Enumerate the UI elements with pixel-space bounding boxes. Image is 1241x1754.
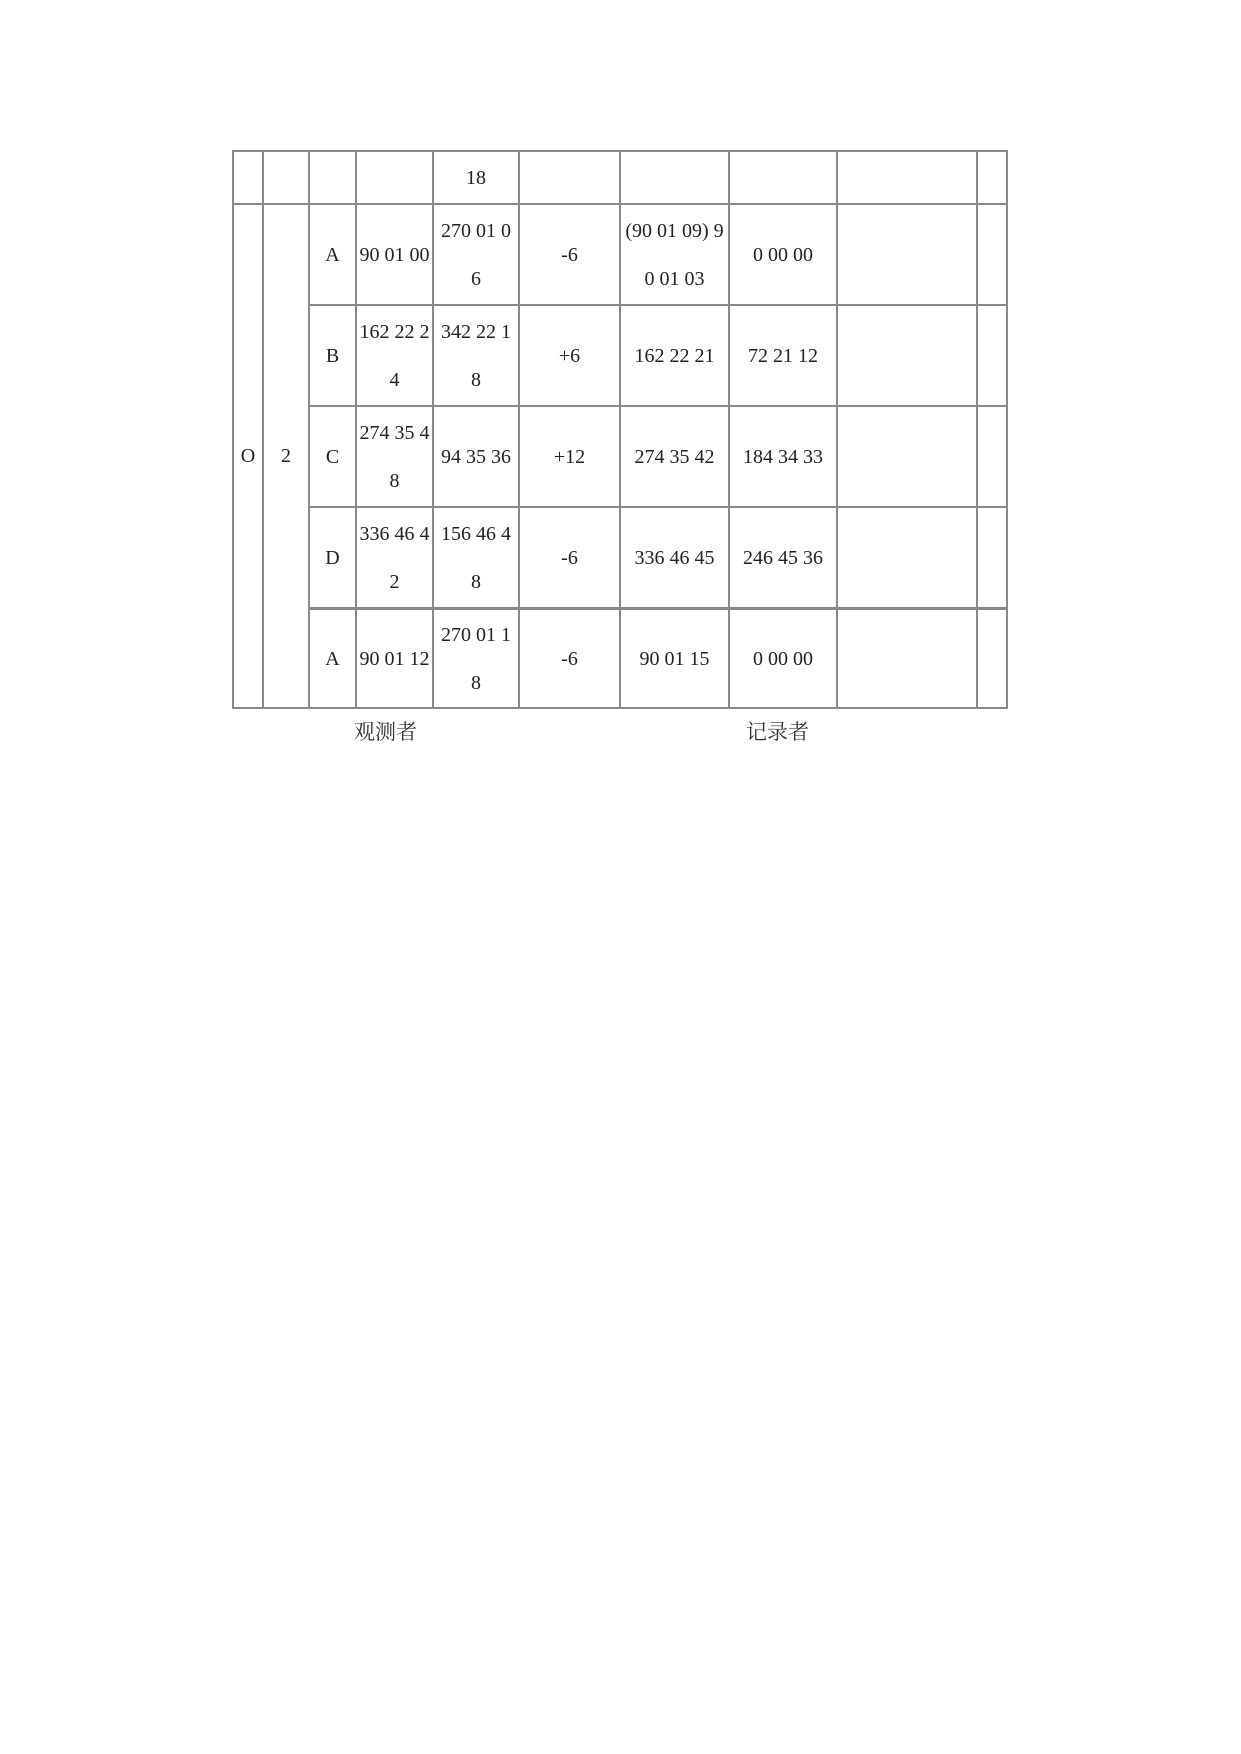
average-cell xyxy=(837,406,977,507)
left-face-cell: 274 35 48 xyxy=(356,406,433,507)
reduced-cell: 0 00 00 xyxy=(729,609,837,709)
target-cell: A xyxy=(309,204,356,305)
observer-label: 观测者 xyxy=(354,720,417,744)
table-row xyxy=(233,507,1007,609)
target-cell: B xyxy=(309,305,356,406)
cell-extra xyxy=(977,151,1007,204)
recorder-label: 记录者 xyxy=(746,720,809,744)
left-face-cell: 162 22 24 xyxy=(356,305,433,406)
twoc-cell: -6 xyxy=(519,507,620,609)
target-cell: D xyxy=(309,507,356,609)
cell-mean xyxy=(620,151,729,204)
right-face-cell: 270 01 18 xyxy=(433,609,519,709)
table-row-continued xyxy=(233,151,1007,204)
reduced-cell: 72 21 12 xyxy=(729,305,837,406)
extra-cell xyxy=(977,204,1007,305)
left-face-cell: 90 01 12 xyxy=(356,609,433,709)
mean-cell: 274 35 42 xyxy=(620,406,729,507)
cell-round xyxy=(263,151,309,204)
cell-target xyxy=(309,151,356,204)
cell-average xyxy=(837,151,977,204)
mean-cell: 162 22 21 xyxy=(620,305,729,406)
table-row xyxy=(233,204,1007,305)
cell-right-face: 18 xyxy=(433,151,519,204)
extra-cell xyxy=(977,305,1007,406)
reduced-cell: 246 45 36 xyxy=(729,507,837,609)
twoc-cell: -6 xyxy=(519,204,620,305)
twoc-cell: +12 xyxy=(519,406,620,507)
mean-cell: 336 46 45 xyxy=(620,507,729,609)
right-face-cell: 94 35 36 xyxy=(433,406,519,507)
station-cell: O xyxy=(233,204,263,708)
extra-cell xyxy=(977,406,1007,507)
right-face-cell: 156 46 48 xyxy=(433,507,519,609)
extra-cell xyxy=(977,507,1007,609)
left-face-cell: 90 01 00 xyxy=(356,204,433,305)
mean-cell: 90 01 15 xyxy=(620,609,729,709)
extra-cell xyxy=(977,609,1007,709)
mean-cell: (90 01 09) 90 01 03 xyxy=(620,204,729,305)
observation-table xyxy=(232,150,1008,709)
twoc-cell: -6 xyxy=(519,609,620,709)
reduced-cell: 184 34 33 xyxy=(729,406,837,507)
table-row xyxy=(233,406,1007,507)
reduced-cell: 0 00 00 xyxy=(729,204,837,305)
target-cell: A xyxy=(309,609,356,709)
right-face-cell: 270 01 06 xyxy=(433,204,519,305)
cell-left-face xyxy=(356,151,433,204)
average-cell xyxy=(837,204,977,305)
average-cell xyxy=(837,305,977,406)
average-cell xyxy=(837,609,977,709)
table-row xyxy=(233,305,1007,406)
table-row xyxy=(233,609,1007,709)
target-cell: C xyxy=(309,406,356,507)
right-face-cell: 342 22 18 xyxy=(433,305,519,406)
cell-station xyxy=(233,151,263,204)
left-face-cell: 336 46 42 xyxy=(356,507,433,609)
cell-2c xyxy=(519,151,620,204)
twoc-cell: +6 xyxy=(519,305,620,406)
round-cell: 2 xyxy=(263,204,309,708)
cell-reduced xyxy=(729,151,837,204)
average-cell xyxy=(837,507,977,609)
